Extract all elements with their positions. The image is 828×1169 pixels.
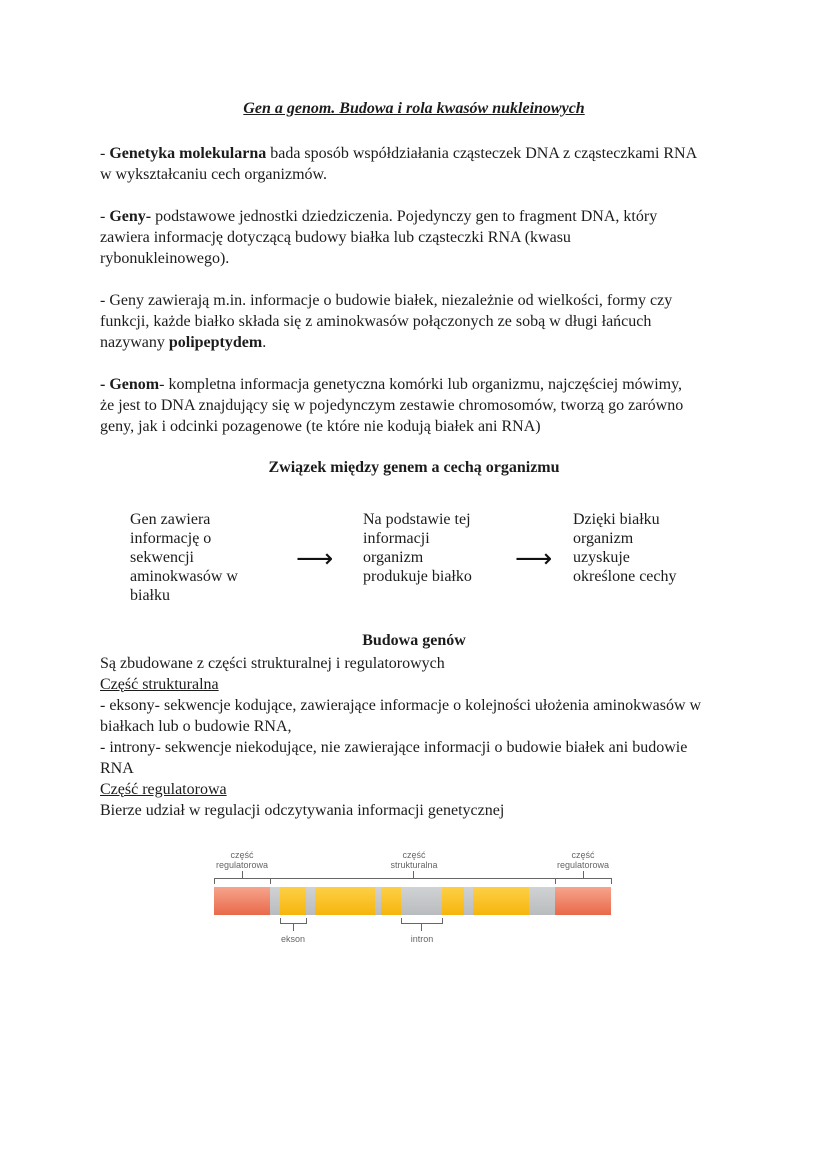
flow-line: Gen zawiera [130, 511, 211, 528]
flow-line: uzyskuje [573, 549, 630, 566]
regulatory-segment [214, 887, 270, 915]
label-exon: ekson [280, 934, 306, 944]
text: bada sposób współdziałania cząsteczek DNA z cząsteczkami RNA [266, 145, 698, 162]
exon-segment [280, 887, 306, 915]
text: . [262, 334, 267, 351]
text: - kompletna informacja genetyczna komórki lub organizmu, najczęściej mówimy, [159, 376, 683, 393]
paragraph-genom-line3: geny, jak i odcinki pozagenowe (te które nie kodują białek ani RNA) [100, 418, 541, 435]
exon-segment [473, 887, 529, 915]
exon-segment [315, 887, 375, 915]
term-genom: - Genom [100, 376, 160, 393]
introns-line2: RNA [100, 760, 134, 777]
label-line: strukturalna [390, 860, 438, 870]
regulatory-text: Bierze udział w regulacji odczytywania informacji genetycznej [100, 802, 505, 819]
dash: - [100, 208, 110, 225]
exon-segment [381, 887, 401, 915]
paragraph-geny-line3: rybonukleinowego). [100, 250, 230, 267]
text: nazywany [100, 334, 169, 351]
flow-line: sekwencji [130, 549, 194, 566]
intron-segment [401, 887, 442, 915]
intron-segment [529, 887, 555, 915]
flow-line: produkuje białko [363, 568, 472, 585]
structure-heading: Budowa genów [362, 632, 466, 649]
intron-segment [270, 887, 280, 915]
regulatory-segment [555, 887, 611, 915]
structural-part-heading: Część strukturalna [100, 676, 219, 693]
label-line: regulatorowa [215, 860, 269, 870]
regulatory-part-heading: Część regulatorowa [100, 781, 227, 798]
page-title: Gen a genom. Budowa i rola kwasów nukleinowych [243, 100, 585, 117]
paragraph-genom-line2: że jest to DNA znajdujący się w pojedynczym zestawie chromosomów, tworzą go zarówno [100, 397, 684, 414]
intron-segment [375, 887, 381, 915]
intron-segment [306, 887, 315, 915]
arrow-right-icon: ⟶ [296, 544, 334, 574]
flow-line: organizm [573, 530, 634, 547]
introns-line1: - introny- sekwencje niekodujące, nie zawierające informacji o budowie białek ani budowie [100, 739, 688, 756]
arrow-right-icon: ⟶ [515, 544, 553, 574]
relation-heading: Związek między genem a cechą organizmu [268, 459, 560, 476]
bracket-structural [271, 871, 556, 884]
flow-line: informację o [130, 530, 212, 547]
term-polipeptyd: polipeptydem [168, 334, 263, 351]
paragraph-genetyka-line2: w wykształcaniu cech organizmów. [100, 166, 328, 183]
flow-line: białku [130, 587, 170, 604]
paragraph-bialka-line1: - Geny zawierają m.in. informacje o budowie białek, niezależnie od wielkości, formy czy [100, 292, 673, 309]
exon-segment [442, 887, 464, 915]
flow-line: określone cechy [573, 568, 677, 585]
label-line: część [402, 850, 426, 860]
flow-line: aminokwasów w [130, 568, 238, 585]
flow-line: Na podstawie tej [363, 511, 471, 528]
intron-segment [464, 887, 473, 915]
term-geny: Geny- [109, 208, 152, 225]
label-line: część [230, 850, 254, 860]
bracket-exon [281, 918, 307, 931]
paragraph-geny-line2: zawiera informację dotyczącą budowy białka lub cząsteczki RNA (kwasu [100, 229, 571, 246]
exons-line1: - eksony- sekwencje kodujące, zawierające informacje o kolejności ułożenia aminokwasów w [100, 697, 702, 714]
flow-line: organizm [363, 549, 424, 566]
text: podstawowe jednostki dziedziczenia. Pojedynczy gen to fragment DNA, który [151, 208, 658, 225]
paragraph-bialka-line2: funkcji, każde białko składa się z aminokwasów połączonych ze sobą w długi łańcuch [100, 313, 652, 330]
flow-line: Dzięki białku [573, 511, 660, 528]
exons-line2: białkach lub o budowie RNA, [100, 718, 292, 735]
bracket-reg-right [556, 871, 612, 884]
dash: - [100, 145, 110, 162]
label-intron: intron [410, 934, 434, 944]
bracket-reg-left [215, 871, 271, 884]
label-line: regulatorowa [556, 860, 610, 870]
flow-line: informacji [363, 530, 430, 547]
gene-segments [214, 887, 611, 915]
structure-intro: Są zbudowane z części strukturalnej i regulatorowych [100, 655, 445, 672]
term-genetyka-molekularna: Genetyka molekularna [109, 145, 267, 162]
bracket-intron [402, 918, 443, 931]
label-line: część [571, 850, 595, 860]
